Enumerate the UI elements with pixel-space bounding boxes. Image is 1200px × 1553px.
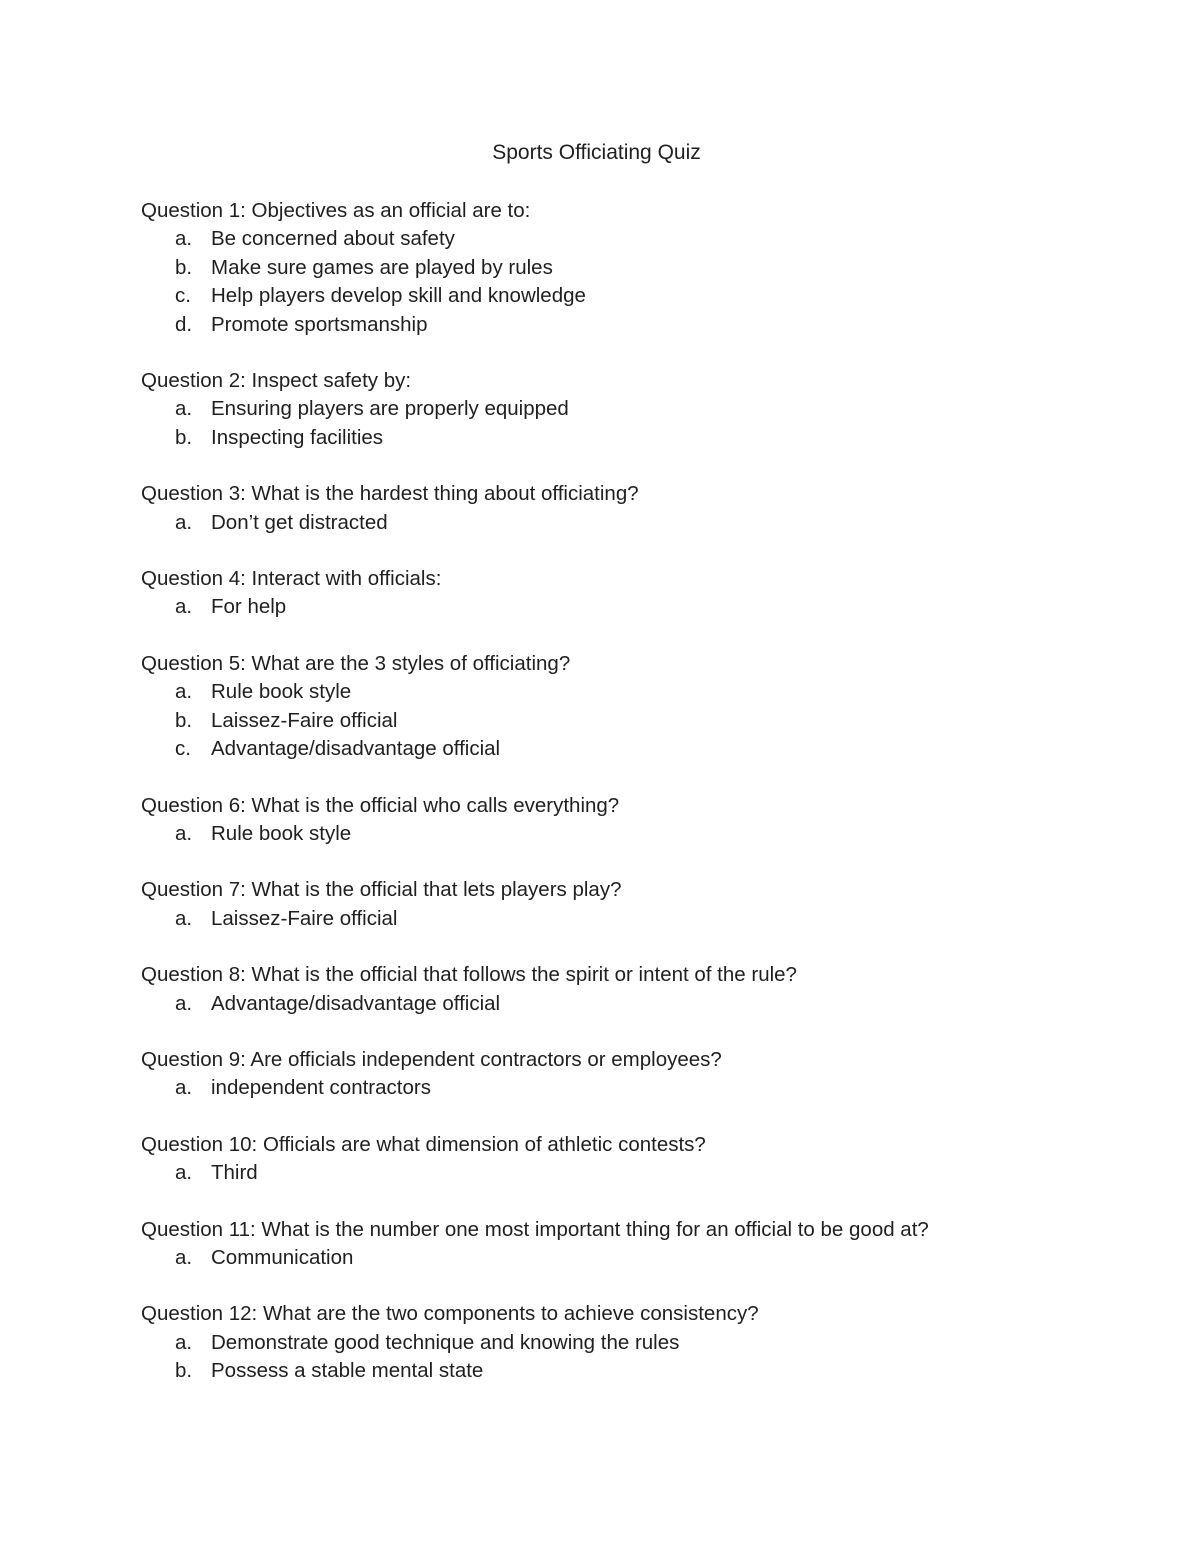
question-block	[141, 1300, 1151, 1385]
answer-text: Third	[211, 1161, 258, 1185]
answer-list	[141, 678, 1151, 763]
answer-item	[141, 905, 1151, 933]
question-block	[141, 1216, 1151, 1273]
answer-item	[141, 1159, 1151, 1187]
answer-list	[141, 990, 1151, 1018]
question-block	[141, 1046, 1151, 1103]
answer-marker: a.	[175, 595, 193, 619]
answer-marker: b.	[175, 255, 193, 279]
question-block	[141, 565, 1151, 622]
answer-text: Ensuring players are properly equipped	[211, 397, 569, 421]
question-text: Question 12: What are the two components to achieve consistency?	[141, 1302, 759, 1326]
question-block	[141, 480, 1151, 537]
question-text: Question 10: Officials are what dimension of athletic contests?	[141, 1132, 706, 1156]
answer-marker: d.	[175, 312, 193, 336]
answer-item	[141, 311, 1151, 339]
answer-list	[141, 1244, 1151, 1272]
answer-item	[141, 225, 1151, 253]
answer-item	[141, 424, 1151, 452]
answer-marker: c.	[175, 284, 191, 308]
answer-marker: b.	[175, 708, 193, 732]
question-block	[141, 650, 1151, 764]
answer-item	[141, 1357, 1151, 1385]
answer-text: Possess a stable mental state	[211, 1359, 484, 1383]
answer-text: Laissez-Faire official	[211, 906, 398, 930]
question-text: Question 1: Objectives as an official are to:	[141, 199, 531, 222]
answer-list	[141, 1329, 1151, 1386]
question-text: Question 4: Interact with officials:	[141, 567, 442, 591]
answer-text: Advantage/disadvantage official	[211, 991, 501, 1015]
answer-item	[141, 1244, 1151, 1272]
answer-text: Communication	[211, 1245, 354, 1269]
question-text: Question 8: What is the official that follows the spirit or intent of the rule?	[141, 963, 797, 987]
answer-marker: a.	[175, 510, 193, 534]
answer-list	[141, 905, 1151, 933]
answer-list	[141, 225, 1151, 339]
answer-marker: a.	[175, 906, 193, 930]
answer-marker: b.	[175, 425, 193, 449]
question-block	[141, 367, 1151, 452]
answer-list	[141, 395, 1151, 452]
answer-marker: a.	[175, 1245, 193, 1269]
answer-marker: a.	[175, 227, 193, 251]
answer-text: Don’t get distracted	[211, 510, 388, 534]
answer-marker: a.	[175, 680, 193, 704]
answer-marker: a.	[175, 821, 193, 845]
answer-text: Inspecting facilities	[211, 425, 384, 449]
answer-list	[141, 509, 1151, 537]
answer-item	[141, 593, 1151, 621]
answer-item	[141, 282, 1151, 310]
question-block	[141, 1131, 1151, 1188]
question-text: Question 5: What are the 3 styles of officiating?	[141, 651, 571, 675]
answer-list	[141, 1074, 1151, 1102]
question-block	[141, 961, 1151, 1018]
question-block	[141, 197, 1151, 339]
answer-text: Rule book style	[211, 821, 352, 845]
answer-text: For help	[211, 595, 287, 619]
question-list	[141, 197, 1151, 1414]
answer-marker: a.	[175, 1330, 193, 1354]
answer-text: Demonstrate good technique and knowing the rules	[211, 1330, 680, 1354]
answer-item	[141, 678, 1151, 706]
answer-item	[141, 1329, 1151, 1357]
answer-list	[141, 593, 1151, 621]
answer-item	[141, 254, 1151, 282]
answer-marker: a.	[175, 1076, 193, 1100]
answer-item	[141, 990, 1151, 1018]
answer-text: Promote sportsmanship	[211, 312, 428, 336]
answer-text: Make sure games are played by rules	[211, 255, 553, 279]
answer-text: Rule book style	[211, 680, 352, 704]
question-text: Question 7: What is the official that lets players play?	[141, 878, 622, 902]
answer-text: Laissez-Faire official	[211, 708, 398, 732]
answer-text: Help players develop skill and knowledge	[211, 284, 586, 308]
answer-item	[141, 509, 1151, 537]
answer-item	[141, 820, 1151, 848]
answer-marker: a.	[175, 991, 193, 1015]
document-title: Sports Officiating Quiz	[492, 141, 701, 164]
answer-text: Be concerned about safety	[211, 227, 455, 251]
answer-item	[141, 395, 1151, 423]
answer-marker: a.	[175, 1161, 193, 1185]
answer-item	[141, 735, 1151, 763]
question-block	[141, 792, 1151, 849]
answer-item	[141, 707, 1151, 735]
question-block	[141, 876, 1151, 933]
question-text: Question 2: Inspect safety by:	[141, 369, 412, 393]
answer-item	[141, 1074, 1151, 1102]
question-text: Question 3: What is the hardest thing about officiating?	[141, 482, 639, 506]
answer-marker: c.	[175, 737, 191, 761]
question-text: Question 6: What is the official who calls everything?	[141, 793, 620, 817]
answer-text: independent contractors	[211, 1076, 431, 1100]
question-text: Question 9: Are officials independent contractors or employees?	[141, 1047, 722, 1071]
answer-marker: a.	[175, 397, 193, 421]
answer-list	[141, 820, 1151, 848]
answer-text: Advantage/disadvantage official	[211, 737, 501, 761]
question-text: Question 11: What is the number one most important thing for an official to be good at?	[141, 1217, 929, 1241]
answer-list	[141, 1159, 1151, 1187]
answer-marker: b.	[175, 1359, 193, 1383]
